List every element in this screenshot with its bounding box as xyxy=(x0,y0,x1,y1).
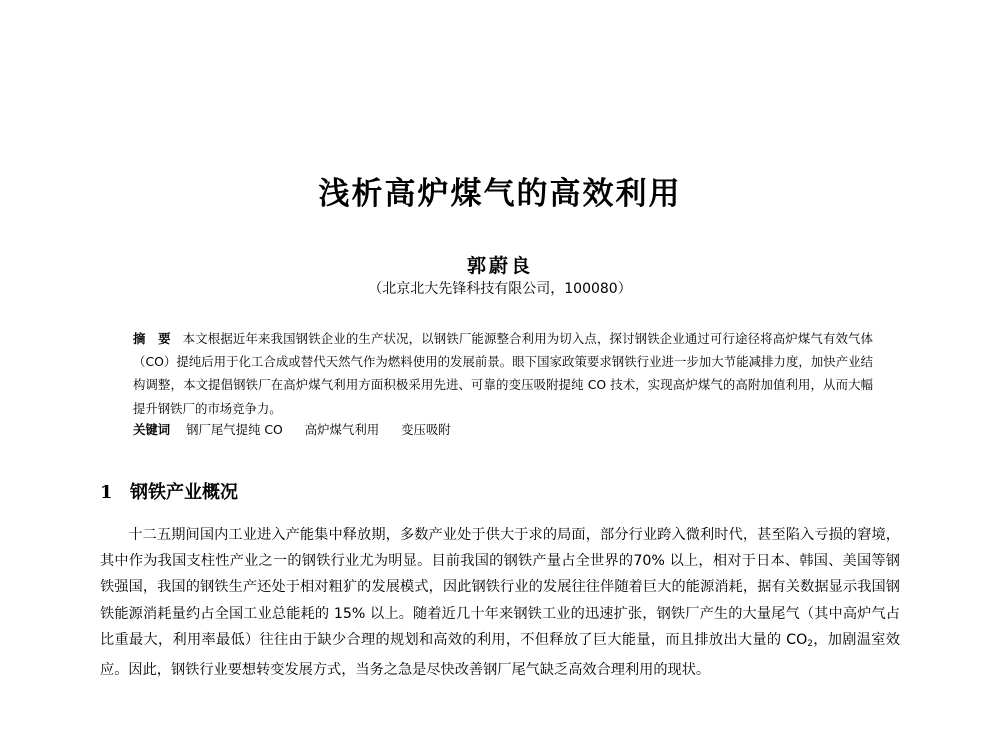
abstract-text: 本文根据近年来我国钢铁企业的生产状况，以钢铁厂能源整合利用为切入点，探讨钢铁企业通过可行途径将高炉煤气有效气体（CO）提纯后用于化工合成或替代天然气作为燃料使用的发展前景。眼下国家政策要求钢铁行业进一步加大节能减排力度，加快产业结构调整，本文提倡钢铁厂在高炉煤气利用方面积极采用先进、可靠的变压吸附提纯 CO 技术，实现高炉煤气的高附加值利用，从而大幅提升钢铁厂的市场竞争力。 xyxy=(133,331,874,416)
body-text-part-1: 十二五期间国内工业进入产能集中释放期，多数产业处于供大于求的局面，部分行业跨入微利时代，甚至陷入亏损的窘境，其中作为我国支柱性产业之一的钢铁行业尤为明显。目前我国的钢铁产量占全世界的70% 以上，相对于日本、韩国、美国等钢铁强国，我国的钢铁生产还处于相对粗犷的发展模式，因此钢铁行业的发展往往伴随着巨大的能源消耗，据有关数据显示我国钢铁能源消耗量约占全国工业总能耗的 15% 以上。随着近几十年来钢铁工业的迅速扩张，钢铁厂产生的大量尾气（其中高炉气占比重最大，利用率最低）往往由于缺少合理的规划和高效的利用，不但释放了巨大能量，而且排放出大量的 CO xyxy=(100,527,900,648)
keyword-item: 变压吸附 xyxy=(401,422,451,437)
keyword-item: 钢厂尾气提纯 CO xyxy=(186,422,283,437)
section-title: 钢铁产业概况 xyxy=(130,482,238,503)
section-heading xyxy=(100,478,238,504)
keywords xyxy=(133,420,469,438)
abstract xyxy=(133,327,873,420)
body-paragraph xyxy=(100,522,900,683)
abstract-label: 摘 要 xyxy=(133,331,171,346)
section-number: 1 xyxy=(100,482,113,503)
co2-subscript: 2 xyxy=(807,638,813,649)
body-text-part-2: ，加剧温室效应。因此，钢铁行业要想转变发展方式，当务之急是尽快改善钢厂尾气缺乏高效合理利用的现状。 xyxy=(100,631,900,679)
keyword-item: 高炉煤气利用 xyxy=(304,422,380,437)
keywords-label: 关键词 xyxy=(133,422,171,437)
author-name: 郭蔚良 xyxy=(466,255,533,277)
paper-title: 浅析高炉煤气的高效利用 xyxy=(318,176,682,212)
author-affiliation: （北京北大先锋科技有限公司，100080） xyxy=(368,281,632,297)
